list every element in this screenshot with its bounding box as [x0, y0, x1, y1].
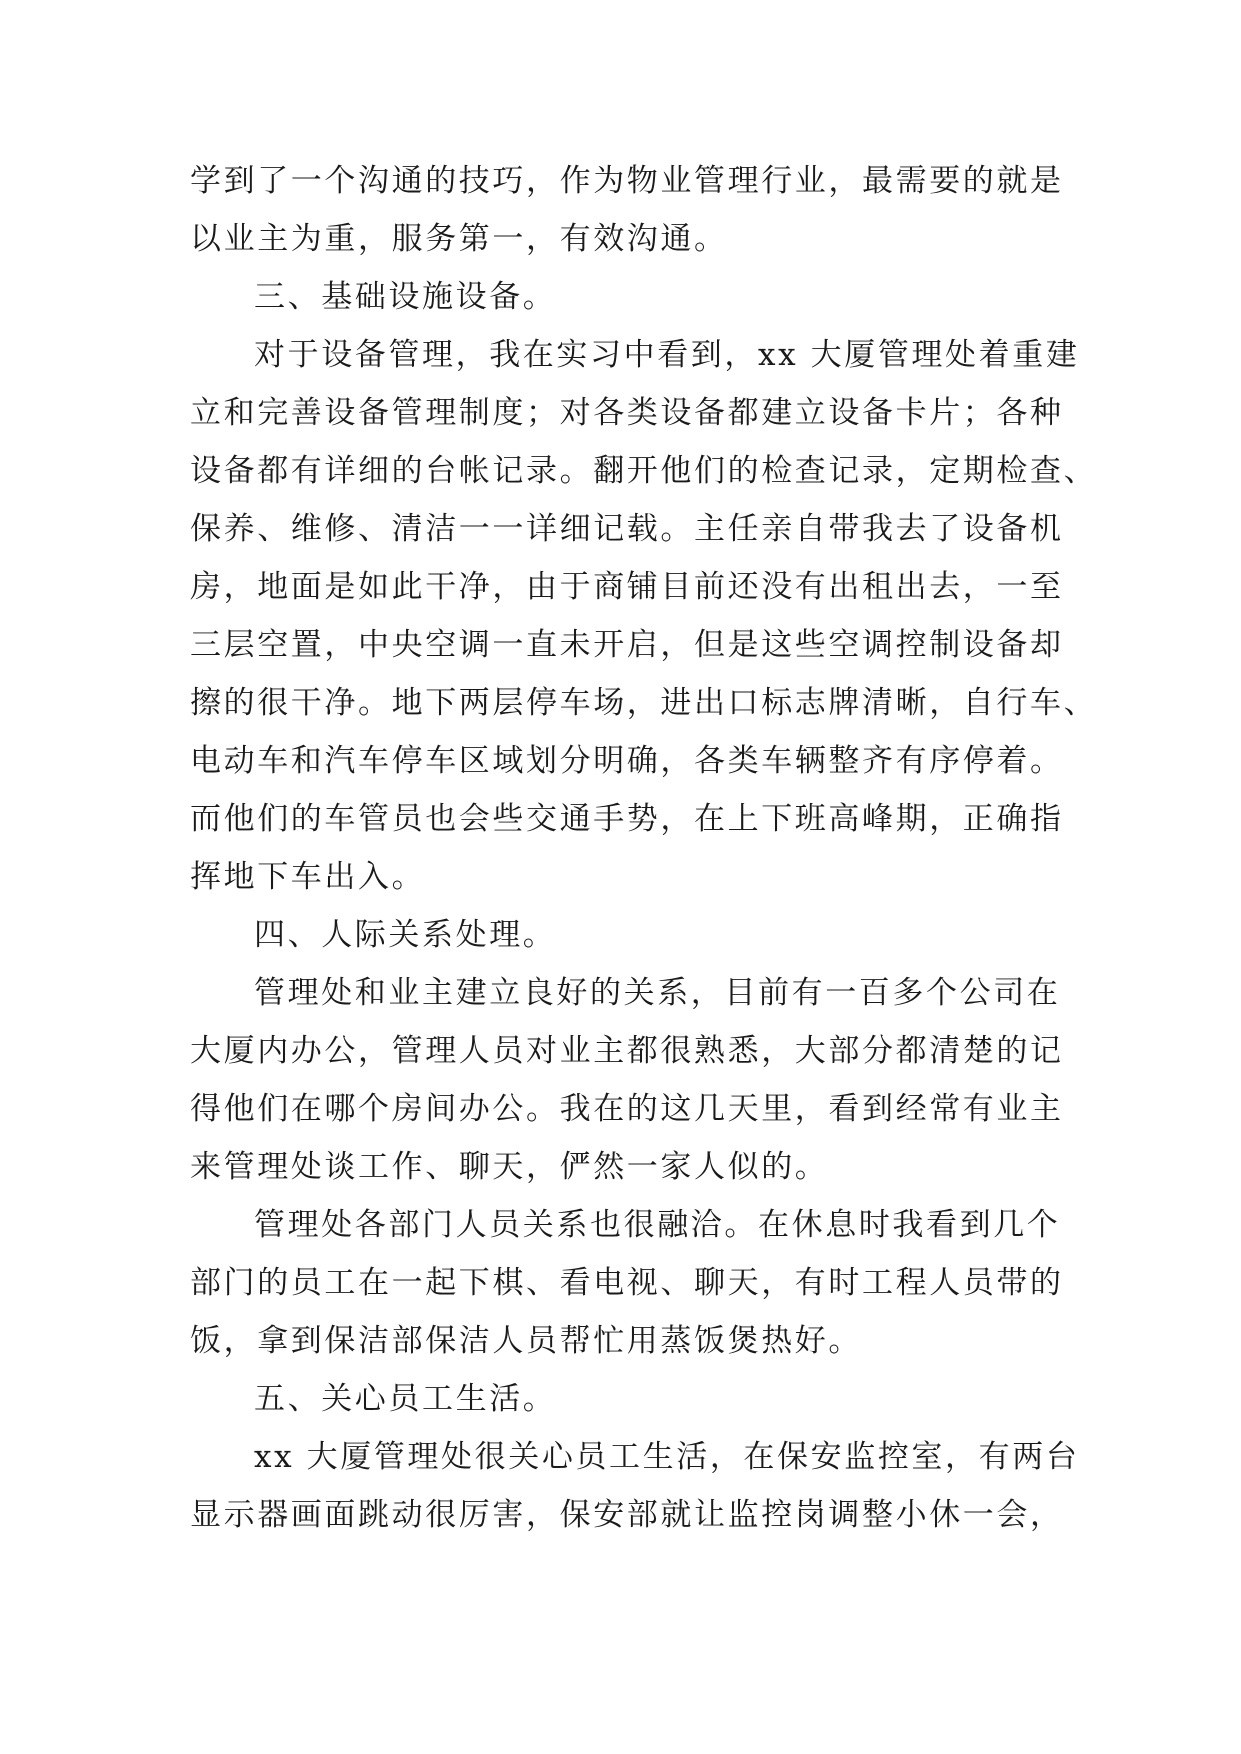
- text-line: 擦的很干净。地下两层停车场，进出口标志牌清晰，自行车、: [190, 685, 1098, 721]
- text-line: 得他们在哪个房间办公。我在的这几天里，看到经常有业主: [190, 1091, 1064, 1127]
- text-line: 而他们的车管员也会些交通手势，在上下班高峰期，正确指: [190, 801, 1064, 837]
- text-line: 大厦内办公，管理人员对业主都很熟悉，大部分都清楚的记: [190, 1033, 1064, 1069]
- text-line: 显示器画面跳动很厉害，保安部就让监控岗调整小休一会，: [190, 1497, 1064, 1533]
- text-line: 学到了一个沟通的技巧，作为物业管理行业，最需要的就是: [190, 163, 1064, 199]
- text-line: 饭，拿到保洁部保洁人员帮忙用蒸饭煲热好。: [190, 1323, 862, 1359]
- text-line: 来管理处谈工作、聊天，俨然一家人似的。: [190, 1149, 829, 1185]
- text-line: 电动车和汽车停车区域划分明确，各类车辆整齐有序停着。: [190, 743, 1064, 779]
- text-line: 对于设备管理，我在实习中看到，xx 大厦管理处着重建: [254, 337, 1080, 373]
- document-body: [190, 152, 1098, 1544]
- section-heading: 五、关心员工生活。: [254, 1381, 557, 1417]
- text-line: 以业主为重，服务第一，有效沟通。: [190, 221, 728, 257]
- text-line: 三层空置，中央空调一直未开启，但是这些空调控制设备却: [190, 627, 1064, 663]
- text-line: 设备都有详细的台帐记录。翻开他们的检查记录，定期检查、: [190, 453, 1098, 489]
- text-line: 立和完善设备管理制度；对各类设备都建立设备卡片；各种: [190, 395, 1064, 431]
- text-line: 管理处和业主建立良好的关系，目前有一百多个公司在: [254, 975, 1061, 1011]
- text-line: 保养、维修、清洁一一详细记载。主任亲自带我去了设备机: [190, 511, 1064, 547]
- text-line: 挥地下车出入。: [190, 859, 426, 895]
- text-line: xx 大厦管理处很关心员工生活，在保安监控室，有两台: [254, 1439, 1080, 1475]
- section-heading: 三、基础设施设备。: [254, 279, 557, 315]
- text-line: 房，地面是如此干净，由于商铺目前还没有出租出去，一至: [190, 569, 1064, 605]
- text-line: 管理处各部门人员关系也很融洽。在休息时我看到几个: [254, 1207, 1061, 1243]
- text-line: 部门的员工在一起下棋、看电视、聊天，有时工程人员带的: [190, 1265, 1064, 1301]
- section-heading: 四、人际关系处理。: [254, 917, 557, 953]
